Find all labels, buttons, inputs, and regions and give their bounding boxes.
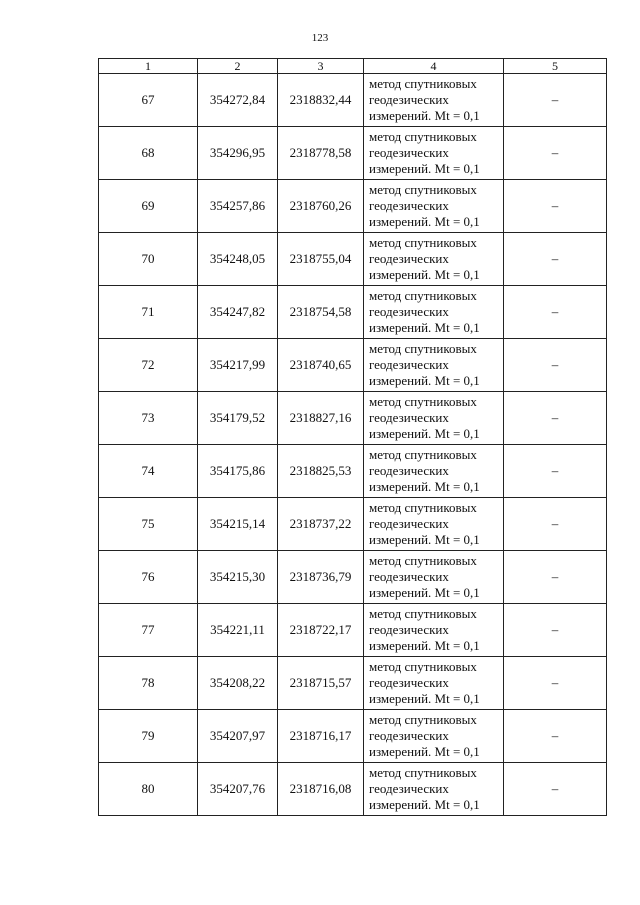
method-text-line: геодезических: [369, 728, 449, 743]
x-coordinate-cell: 354248,05: [198, 233, 278, 286]
method-text-line: метод спутниковых: [369, 500, 477, 515]
y-coordinate-cell: 2318736,79: [278, 551, 364, 604]
table-row: [99, 551, 607, 604]
method-text-line: геодезических: [369, 251, 449, 266]
table-row: [99, 604, 607, 657]
method-cell: [364, 233, 504, 286]
y-coordinate-cell: 2318740,65: [278, 339, 364, 392]
x-coordinate-cell: 354215,30: [198, 551, 278, 604]
x-coordinate-cell: 354179,52: [198, 392, 278, 445]
point-number-cell: 67: [99, 74, 198, 127]
method-text-line: измерений. Mt = 0,1: [369, 691, 480, 706]
note-cell: –: [504, 498, 607, 551]
column-header-4: 4: [364, 59, 504, 74]
note-cell: –: [504, 710, 607, 763]
note-cell: –: [504, 763, 607, 816]
method-text-line: измерений. Mt = 0,1: [369, 744, 480, 759]
method-text-line: геодезических: [369, 781, 449, 796]
method-text-line: измерений. Mt = 0,1: [369, 214, 480, 229]
method-text-line: измерений. Mt = 0,1: [369, 320, 480, 335]
method-text-line: геодезических: [369, 357, 449, 372]
column-header-3: 3: [278, 59, 364, 74]
point-number-cell: 78: [99, 657, 198, 710]
y-coordinate-cell: 2318716,08: [278, 763, 364, 816]
note-cell: –: [504, 233, 607, 286]
table-row: [99, 180, 607, 233]
y-coordinate-cell: 2318827,16: [278, 392, 364, 445]
y-coordinate-cell: 2318778,58: [278, 127, 364, 180]
method-text-line: геодезических: [369, 569, 449, 584]
coordinates-table: [98, 58, 607, 816]
method-text-line: метод спутниковых: [369, 659, 477, 674]
method-cell: [364, 710, 504, 763]
x-coordinate-cell: 354215,14: [198, 498, 278, 551]
point-number-cell: 71: [99, 286, 198, 339]
method-cell: [364, 127, 504, 180]
table-row: [99, 657, 607, 710]
y-coordinate-cell: 2318716,17: [278, 710, 364, 763]
method-text-line: метод спутниковых: [369, 129, 477, 144]
page-number: 123: [311, 32, 329, 44]
column-header-5: 5: [504, 59, 607, 74]
method-text-line: метод спутниковых: [369, 288, 477, 303]
method-cell: [364, 763, 504, 816]
y-coordinate-cell: 2318754,58: [278, 286, 364, 339]
method-text-line: геодезических: [369, 463, 449, 478]
method-text-line: метод спутниковых: [369, 712, 477, 727]
method-text-line: геодезических: [369, 410, 449, 425]
method-text-line: измерений. Mt = 0,1: [369, 532, 480, 547]
method-text-line: метод спутниковых: [369, 606, 477, 621]
y-coordinate-cell: 2318760,26: [278, 180, 364, 233]
table-row: [99, 498, 607, 551]
y-coordinate-cell: 2318715,57: [278, 657, 364, 710]
table-row: [99, 286, 607, 339]
method-text-line: метод спутниковых: [369, 447, 477, 462]
note-cell: –: [504, 127, 607, 180]
table-header-row: [99, 59, 607, 74]
x-coordinate-cell: 354208,22: [198, 657, 278, 710]
method-text-line: метод спутниковых: [369, 394, 477, 409]
note-cell: –: [504, 180, 607, 233]
table-row: [99, 392, 607, 445]
method-text-line: измерений. Mt = 0,1: [369, 426, 480, 441]
method-cell: [364, 657, 504, 710]
table-row: [99, 74, 607, 127]
method-text-line: измерений. Mt = 0,1: [369, 797, 480, 812]
table-row: [99, 233, 607, 286]
table-row: [99, 763, 607, 816]
point-number-cell: 74: [99, 445, 198, 498]
method-text-line: измерений. Mt = 0,1: [369, 267, 480, 282]
point-number-cell: 70: [99, 233, 198, 286]
x-coordinate-cell: 354257,86: [198, 180, 278, 233]
method-text-line: геодезических: [369, 516, 449, 531]
y-coordinate-cell: 2318722,17: [278, 604, 364, 657]
x-coordinate-cell: 354175,86: [198, 445, 278, 498]
x-coordinate-cell: 354207,97: [198, 710, 278, 763]
method-text-line: геодезических: [369, 92, 449, 107]
point-number-cell: 77: [99, 604, 198, 657]
column-header-1: 1: [99, 59, 198, 74]
y-coordinate-cell: 2318755,04: [278, 233, 364, 286]
note-cell: –: [504, 551, 607, 604]
x-coordinate-cell: 354272,84: [198, 74, 278, 127]
note-cell: –: [504, 74, 607, 127]
method-text-line: измерений. Mt = 0,1: [369, 638, 480, 653]
method-text-line: измерений. Mt = 0,1: [369, 373, 480, 388]
point-number-cell: 69: [99, 180, 198, 233]
table-row: [99, 127, 607, 180]
method-cell: [364, 392, 504, 445]
point-number-cell: 72: [99, 339, 198, 392]
method-cell: [364, 604, 504, 657]
method-cell: [364, 286, 504, 339]
note-cell: –: [504, 339, 607, 392]
point-number-cell: 80: [99, 763, 198, 816]
table-row: [99, 710, 607, 763]
note-cell: –: [504, 445, 607, 498]
x-coordinate-cell: 354207,76: [198, 763, 278, 816]
y-coordinate-cell: 2318825,53: [278, 445, 364, 498]
table-row: [99, 339, 607, 392]
method-text-line: метод спутниковых: [369, 765, 477, 780]
method-text-line: измерений. Mt = 0,1: [369, 108, 480, 123]
note-cell: –: [504, 604, 607, 657]
x-coordinate-cell: 354247,82: [198, 286, 278, 339]
method-text-line: измерений. Mt = 0,1: [369, 161, 480, 176]
method-text-line: метод спутниковых: [369, 76, 477, 91]
method-text-line: геодезических: [369, 622, 449, 637]
column-header-2: 2: [198, 59, 278, 74]
method-cell: [364, 445, 504, 498]
point-number-cell: 75: [99, 498, 198, 551]
method-text-line: измерений. Mt = 0,1: [369, 479, 480, 494]
point-number-cell: 79: [99, 710, 198, 763]
method-cell: [364, 551, 504, 604]
method-text-line: метод спутниковых: [369, 341, 477, 356]
method-text-line: геодезических: [369, 675, 449, 690]
x-coordinate-cell: 354221,11: [198, 604, 278, 657]
method-cell: [364, 74, 504, 127]
method-text-line: геодезических: [369, 304, 449, 319]
note-cell: –: [504, 657, 607, 710]
method-text-line: геодезических: [369, 145, 449, 160]
table-row: [99, 445, 607, 498]
method-text-line: метод спутниковых: [369, 235, 477, 250]
method-cell: [364, 498, 504, 551]
table-body: [99, 74, 607, 816]
method-cell: [364, 339, 504, 392]
method-cell: [364, 180, 504, 233]
x-coordinate-cell: 354217,99: [198, 339, 278, 392]
method-text-line: метод спутниковых: [369, 553, 477, 568]
method-text-line: метод спутниковых: [369, 182, 477, 197]
y-coordinate-cell: 2318737,22: [278, 498, 364, 551]
method-text-line: измерений. Mt = 0,1: [369, 585, 480, 600]
x-coordinate-cell: 354296,95: [198, 127, 278, 180]
point-number-cell: 73: [99, 392, 198, 445]
point-number-cell: 76: [99, 551, 198, 604]
note-cell: –: [504, 392, 607, 445]
method-text-line: геодезических: [369, 198, 449, 213]
point-number-cell: 68: [99, 127, 198, 180]
note-cell: –: [504, 286, 607, 339]
y-coordinate-cell: 2318832,44: [278, 74, 364, 127]
